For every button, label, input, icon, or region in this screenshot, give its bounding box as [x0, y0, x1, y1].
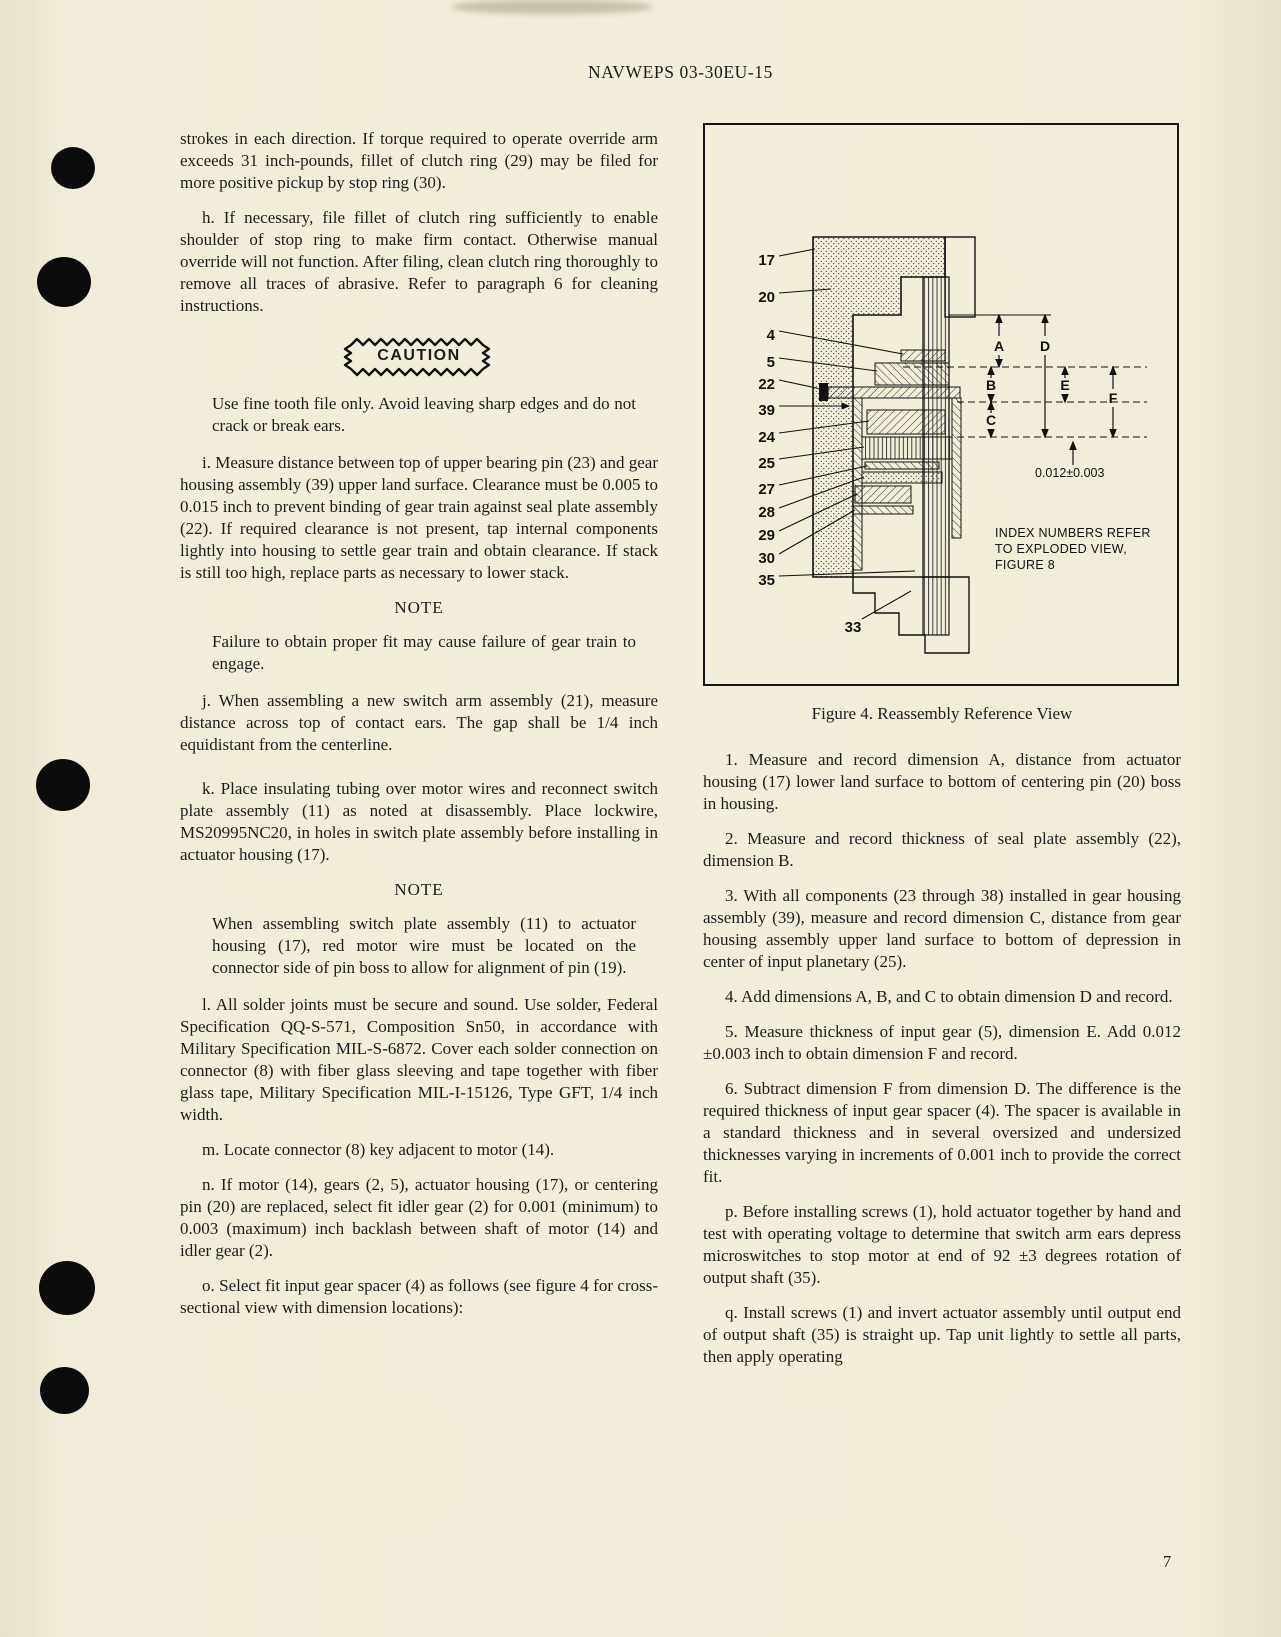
step-3: 3. With all components (23 through 38) installed in gear housing assembly (39), measure and record dimension C, distance from gear housing assembly upper land surface to bottom of depression in center of input planetary (25). — [703, 886, 1181, 971]
dim-label-C: C — [985, 412, 997, 428]
callout-28: 28 — [758, 504, 775, 521]
left-column — [180, 128, 658, 1332]
caution-box — [343, 333, 495, 379]
leader-line — [779, 249, 815, 256]
index-note-line-3: FIGURE 8 — [995, 558, 1056, 572]
step-4: 4. Add dimensions A, B, and C to obtain dimension D and record. — [725, 987, 1173, 1006]
input-gear-spacer — [901, 350, 945, 361]
dim-label-F: F — [1108, 390, 1118, 406]
figure-caption: Figure 4. Reassembly Reference View — [811, 704, 1073, 723]
callout-35: 35 — [758, 572, 775, 589]
callout-25: 25 — [758, 455, 775, 472]
output-shaft-lower-steps — [853, 577, 969, 653]
step-6: 6. Subtract dimension F from dimension D. The difference is the required thickness of input gear spacer (4). The spacer is available in a standard thickness and in several oversized and undersized thicknesses varying in increments of 0.001 inch to provide the correct fit. — [703, 1079, 1181, 1186]
callout-24: 24 — [758, 429, 775, 446]
binder-hole — [39, 1261, 95, 1315]
binder-hole — [40, 1367, 89, 1414]
callout-30: 30 — [758, 550, 775, 567]
callout-29: 29 — [758, 527, 775, 544]
document-number: NAVWEPS 03-30EU-15 — [588, 62, 773, 82]
step-5: 5. Measure thickness of input gear (5), dimension E. Add 0.012 ±0.003 inch to obtain dimension F and record. — [703, 1022, 1181, 1063]
paragraph-m: m. Locate connector (8) key adjacent to motor (14). — [202, 1140, 555, 1159]
spacer-plate — [865, 462, 939, 469]
paragraph-h: h. If necessary, file fillet of clutch ring sufficiently to enable shoulder of stop ring to make firm contact. Otherwise manual override will not function. After filing, clean clutch ring thoroughly to remove all traces of abrasive. Refer to paragraph 6 for cleaning instructions. — [180, 208, 658, 315]
planetary-gear-upper — [867, 410, 945, 434]
stop-ring — [853, 506, 913, 514]
index-note-line-1: INDEX NUMBERS REFER — [995, 526, 1151, 540]
page-number: 7 — [1163, 1552, 1172, 1571]
gear-housing-right-wall — [952, 398, 961, 538]
dim-label-E: E — [1060, 377, 1070, 393]
paragraph-o: o. Select fit input gear spacer (4) as follows (see figure 4 for cross-sectional view with dimension locations): — [180, 1276, 658, 1317]
input-gear — [875, 363, 949, 385]
figure-4-box — [703, 123, 1179, 686]
dim-label-D: D — [1039, 338, 1051, 354]
dim-label-A: A — [993, 338, 1005, 354]
paragraph-q: q. Install screws (1) and invert actuator assembly until output end of output shaft (35) is straight up. Tap unit lightly to settle all parts, then apply operating — [703, 1303, 1181, 1366]
right-column — [703, 123, 1181, 1381]
bearing-plate — [862, 472, 942, 483]
step-2: 2. Measure and record thickness of seal plate assembly (22), dimension B. — [703, 829, 1181, 870]
paragraph-i: i. Measure distance between top of upper bearing pin (23) and gear housing assembly (39) upper land surface. Clearance must be 0.005 to 0.015 inch to prevent binding of gear train against seal plate assembly (22). If required clearance is not present, tap internal components lightly into housing to settle gear train and obtain clearance. If stack is still too high, replace parts as necessary to lower stack. — [180, 453, 658, 582]
note-heading-2: NOTE — [394, 880, 444, 899]
paragraph-p: p. Before installing screws (1), hold actuator together by hand and test with operating voltage to determine that switch arm ears depress microswitches to stop motor at end of 92 ±3 degrees rotation of output shaft (35). — [703, 1202, 1181, 1287]
note-heading-1: NOTE — [394, 598, 444, 617]
paragraph-j: j. When assembling a new switch arm assembly (21), measure distance across top of contact ears. The gap shall be 1/4 inch equidistant from the centerline. — [180, 691, 658, 754]
callout-39: 39 — [758, 402, 775, 419]
paragraph-l: l. All solder joints must be secure and sound. Use solder, Federal Specification QQ-S-571, Composition Sn50, in accordance with Military Specification MIL-S-6872. Cover each solder connection on connector (8) with fiber glass sleeving and tape together with fiber glass tape, Military Specification MIL-I-15126, Type GFT, 1/4 inch width. — [180, 995, 658, 1124]
index-note-line-2: TO EXPLODED VIEW, — [995, 542, 1127, 556]
callout-5: 5 — [766, 354, 775, 371]
binder-hole — [37, 257, 91, 307]
note-text-1: Failure to obtain proper fit may cause failure of gear train to engage. — [212, 632, 636, 673]
binder-hole — [51, 147, 95, 189]
callout-20: 20 — [758, 289, 775, 306]
dim-label-B: B — [985, 377, 997, 393]
callout-22: 22 — [758, 376, 775, 393]
seal-ring — [819, 383, 828, 401]
paragraph-k: k. Place insulating tubing over motor wires and reconnect switch plate assembly (11) as noted at disassembly. Place lockwire, MS20995NC20, in holes in switch plate assembly before installing in actuator housing (17). — [180, 779, 658, 864]
note-text-2: When assembling switch plate assembly (11) to actuator housing (17), red motor wire must be located on the connector side of pin boss to allow for alignment of pin (19). — [212, 914, 636, 977]
input-planetary — [862, 437, 952, 459]
seal-plate-assembly — [828, 387, 960, 398]
paragraph-continued: strokes in each direction. If torque required to operate override arm exceeds 31 inch-pounds, fillet of clutch ring (29) may be filed for more positive pickup by stop ring (30). — [180, 129, 658, 192]
tolerance-note: 0.012±0.003 — [1035, 466, 1105, 480]
binder-hole — [36, 759, 90, 811]
gear-housing-left-wall — [853, 398, 862, 570]
caution-label: CAUTION — [377, 347, 461, 364]
scan-smudge — [452, 0, 652, 14]
clutch-ring — [855, 486, 911, 503]
callout-4: 4 — [766, 327, 775, 344]
callout-33: 33 — [844, 619, 862, 636]
caution-text: Use fine tooth file only. Avoid leaving sharp edges and do not crack or break ears. — [212, 394, 636, 435]
reassembly-cross-section-drawing — [705, 125, 1177, 684]
paragraph-n: n. If motor (14), gears (2, 5), actuator housing (17), or centering pin (20) are replaced, select fit idler gear (2) for 0.001 (minimum) to 0.003 (maximum) inch backlash between shaft of motor (14) and idler gear (2). — [180, 1175, 658, 1260]
callout-17: 17 — [758, 252, 775, 269]
output-shaft-lower — [923, 577, 949, 635]
step-1: 1. Measure and record dimension A, distance from actuator housing (17) lower land surface to bottom of centering pin (20) boss in housing. — [703, 750, 1181, 813]
dimension-arrows — [991, 315, 1113, 465]
callout-27: 27 — [758, 481, 775, 498]
